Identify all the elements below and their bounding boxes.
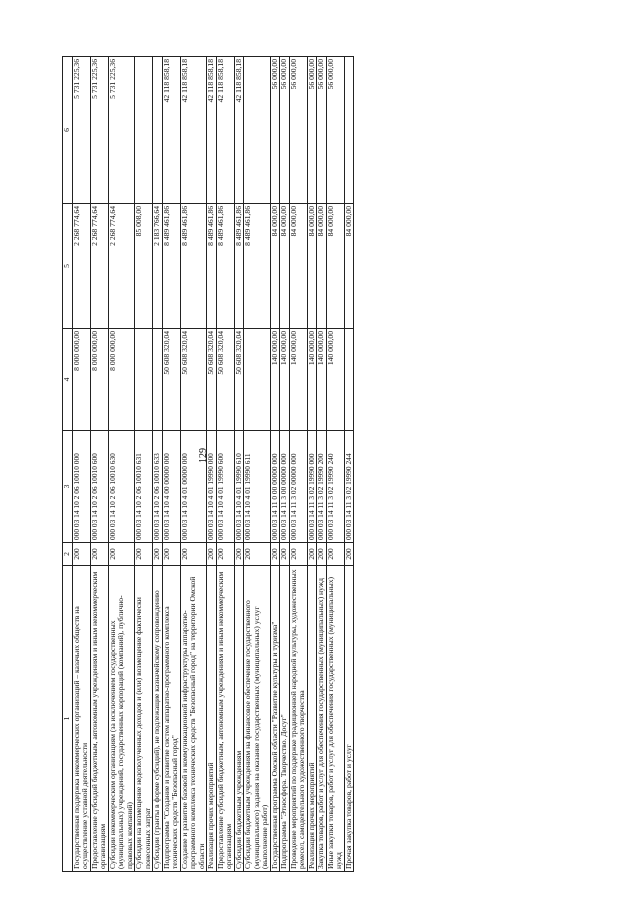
row-remaining-cell: 56 000,00 [326,57,344,204]
table-row [207,57,217,872]
row-line-code-cell: 200 [207,543,217,566]
row-budget-code-cell: 000 03 14 10 4 01 00000 000 [180,431,207,543]
row-line-code-cell: 200 [307,543,317,566]
table-row [289,57,307,872]
row-name-cell: Государственная программа Омской области "Развитие культуры и туризма" [270,566,280,872]
row-line-code-cell: 200 [317,543,327,566]
table-body [72,57,354,872]
row-remaining-cell: 42 118 858,18 [162,57,180,204]
table-row [90,57,108,872]
page-number: 129 [198,448,209,463]
row-approved-cell: 8 000 000,00 [72,329,90,431]
row-approved-cell [153,329,163,431]
row-approved-cell [135,329,153,431]
row-remaining-cell: 56 000,00 [270,57,280,204]
row-executed-cell: 8 489 461,86 [162,204,180,329]
row-executed-cell: 8 489 461,86 [216,204,234,329]
row-budget-code-cell: 000 03 14 11 3 02 19990 200 [317,431,327,543]
row-line-code-cell: 200 [280,543,290,566]
row-budget-code-cell: 000 03 14 10 4 01 19990 611 [244,431,271,543]
row-budget-code-cell: 000 03 14 11 3 00 00000 000 [280,431,290,543]
row-executed-cell: 2 268 774,64 [108,204,135,329]
row-executed-cell: 84 000,00 [289,204,307,329]
row-approved-cell [244,329,271,431]
row-budget-code-cell: 000 03 14 10 4 01 19990 000 [207,431,217,543]
row-name-cell: Предоставление субсидий бюджетным, автономным учреждениям и иным некоммерческим организациям [216,566,234,872]
row-line-code-cell: 200 [162,543,180,566]
row-executed-cell: 2 268 774,64 [72,204,90,329]
row-name-cell: Подпрограмма "Этносфера. Творчество. Досуг" [280,566,290,872]
row-approved-cell: 50 608 320,04 [234,329,244,431]
table-row [135,57,153,872]
row-approved-cell: 140 000,00 [289,329,307,431]
row-budget-code-cell: 000 03 14 10 4 01 19990 610 [234,431,244,543]
row-remaining-cell: 42 118 858,18 [180,57,207,204]
row-approved-cell: 140 000,00 [326,329,344,431]
row-approved-cell: 8 000 000,00 [108,329,135,431]
row-name-cell: Иные закупки товаров, работ и услуг для обеспечения государственных (муниципальных) нужд [326,566,344,872]
table-row [180,57,207,872]
row-remaining-cell: 42 118 858,18 [207,57,217,204]
row-remaining-cell: 56 000,00 [307,57,317,204]
row-remaining-cell: 56 000,00 [289,57,307,204]
row-line-code-cell: 200 [180,543,207,566]
row-line-code-cell: 200 [244,543,271,566]
row-budget-code-cell: 000 03 14 10 2 06 10010 600 [90,431,108,543]
row-approved-cell: 140 000,00 [307,329,317,431]
row-name-cell: Субсидии на возмещение недополученных доходов и (или) возмещение фактически понесенных затрат [135,566,153,872]
row-line-code-cell: 200 [289,543,307,566]
row-remaining-cell: 5 731 225,36 [90,57,108,204]
row-name-cell: Субсидии (гранты в форме субсидий), не подлежащие казначейскому сопровождению [153,566,163,872]
row-remaining-cell: 42 118 858,18 [216,57,234,204]
row-approved-cell: 8 000 000,00 [90,329,108,431]
row-budget-code-cell: 000 03 14 10 2 06 10010 630 [108,431,135,543]
table-row [244,57,271,872]
header-col-4: 4 [63,329,73,431]
row-remaining-cell: 56 000,00 [317,57,327,204]
row-approved-cell: 50 608 320,04 [180,329,207,431]
row-line-code-cell: 200 [90,543,108,566]
row-executed-cell: 84 000,00 [280,204,290,329]
table-row [153,57,163,872]
row-line-code-cell: 200 [270,543,280,566]
row-approved-cell: 140 000,00 [270,329,280,431]
row-name-cell: Субсидии бюджетным учреждениям на финансовое обеспечение государственного (муниципального) задания на оказание государственных (муниципальных) услуг (выполнение работ) [244,566,271,872]
row-executed-cell: 84 000,00 [317,204,327,329]
row-line-code-cell: 200 [108,543,135,566]
table-row [280,57,290,872]
row-remaining-cell: 56 000,00 [280,57,290,204]
header-col-2: 2 [63,543,73,566]
row-executed-cell: 8 489 461,86 [244,204,271,329]
row-name-cell: Предоставление субсидий бюджетным, автономным учреждениям и иным некоммерческим организациям [90,566,108,872]
row-executed-cell: 84 000,00 [344,204,354,329]
row-name-cell: Проведение мероприятий по поддержке традиционной народной культуры, художественных ремесел, самодеятельного художественного творчества [289,566,307,872]
row-line-code-cell: 200 [153,543,163,566]
header-col-6: 6 [63,57,73,204]
row-budget-code-cell: 000 03 14 11 3 02 19990 240 [326,431,344,543]
row-approved-cell: 50 608 320,04 [162,329,180,431]
table-row [344,57,354,872]
row-budget-code-cell: 000 03 14 11 3 02 00000 000 [289,431,307,543]
row-line-code-cell: 200 [135,543,153,566]
row-name-cell: Государственная поддержка некоммерческих организаций – казачьих обществ на осуществление уставной деятельности [72,566,90,872]
row-budget-code-cell: 000 03 14 11 0 00 00000 000 [270,431,280,543]
row-budget-code-cell: 000 03 14 10 2 06 10010 633 [153,431,163,543]
row-line-code-cell: 200 [72,543,90,566]
table-row [72,57,90,872]
row-executed-cell: 8 489 461,86 [234,204,244,329]
row-name-cell: Закупка товаров, работ и услуг для обеспечения государственных (муниципальных) нужд [317,566,327,872]
row-approved-cell: 50 608 320,04 [216,329,234,431]
row-name-cell: Субсидии бюджетным учреждениям [234,566,244,872]
table-row [108,57,135,872]
table-row [326,57,344,872]
row-line-code-cell: 200 [344,543,354,566]
row-executed-cell: 84 000,00 [307,204,317,329]
row-name-cell: Подпрограмма "Создание и развитие систем аппаратно-программного комплекса технических средств "Безопасный город" [162,566,180,872]
row-line-code-cell: 200 [234,543,244,566]
row-name-cell: Субсидии некоммерческим организациям (за исключением государственных (муниципальных) учреждений, государственных корпораций (компаний), публично-правовых компаний) [108,566,135,872]
row-budget-code-cell: 000 03 14 11 3 02 19990 000 [307,431,317,543]
row-executed-cell: 8 489 461,86 [180,204,207,329]
header-row [63,57,73,872]
row-budget-code-cell: 000 03 14 11 3 02 19990 244 [344,431,354,543]
row-budget-code-cell: 000 03 14 10 2 06 10010 000 [72,431,90,543]
row-executed-cell: 2 183 766,64 [153,204,163,329]
row-name-cell: Реализация прочих мероприятий [207,566,217,872]
row-executed-cell: 85 008,00 [135,204,153,329]
row-line-code-cell: 200 [326,543,344,566]
row-name-cell: Реализация прочих мероприятий [307,566,317,872]
row-executed-cell: 84 000,00 [270,204,280,329]
row-approved-cell: 50 608 320,04 [207,329,217,431]
row-remaining-cell [344,57,354,204]
row-budget-code-cell: 000 03 14 10 4 00 00000 000 [162,431,180,543]
row-executed-cell: 8 489 461,86 [207,204,217,329]
rotated-page [62,57,369,872]
row-remaining-cell: 42 118 858,18 [234,57,244,204]
row-approved-cell [344,329,354,431]
row-line-code-cell: 200 [216,543,234,566]
row-remaining-cell: 5 731 225,36 [108,57,135,204]
table-row [162,57,180,872]
table-row [216,57,234,872]
row-remaining-cell: 5 731 225,36 [72,57,90,204]
budget-table [62,56,354,872]
table-row [317,57,327,872]
row-name-cell: Создание и развитие базовой и коммуникационной инфраструктуры аппаратно-программного комплекса технических средств "Безопасный город" на территории Омской области [180,566,207,872]
row-name-cell: Прочая закупка товаров, работ и услуг [344,566,354,872]
header-col-5: 5 [63,204,73,329]
row-remaining-cell [244,57,271,204]
row-approved-cell: 140 000,00 [317,329,327,431]
row-remaining-cell [135,57,153,204]
row-executed-cell: 84 000,00 [326,204,344,329]
row-executed-cell: 2 268 774,64 [90,204,108,329]
row-budget-code-cell: 000 03 14 10 4 01 19990 600 [216,431,234,543]
row-approved-cell: 140 000,00 [280,329,290,431]
header-col-1: 1 [63,566,73,872]
row-budget-code-cell: 000 03 14 10 2 06 10010 631 [135,431,153,543]
header-col-3: 3 [63,431,73,543]
row-remaining-cell [153,57,163,204]
